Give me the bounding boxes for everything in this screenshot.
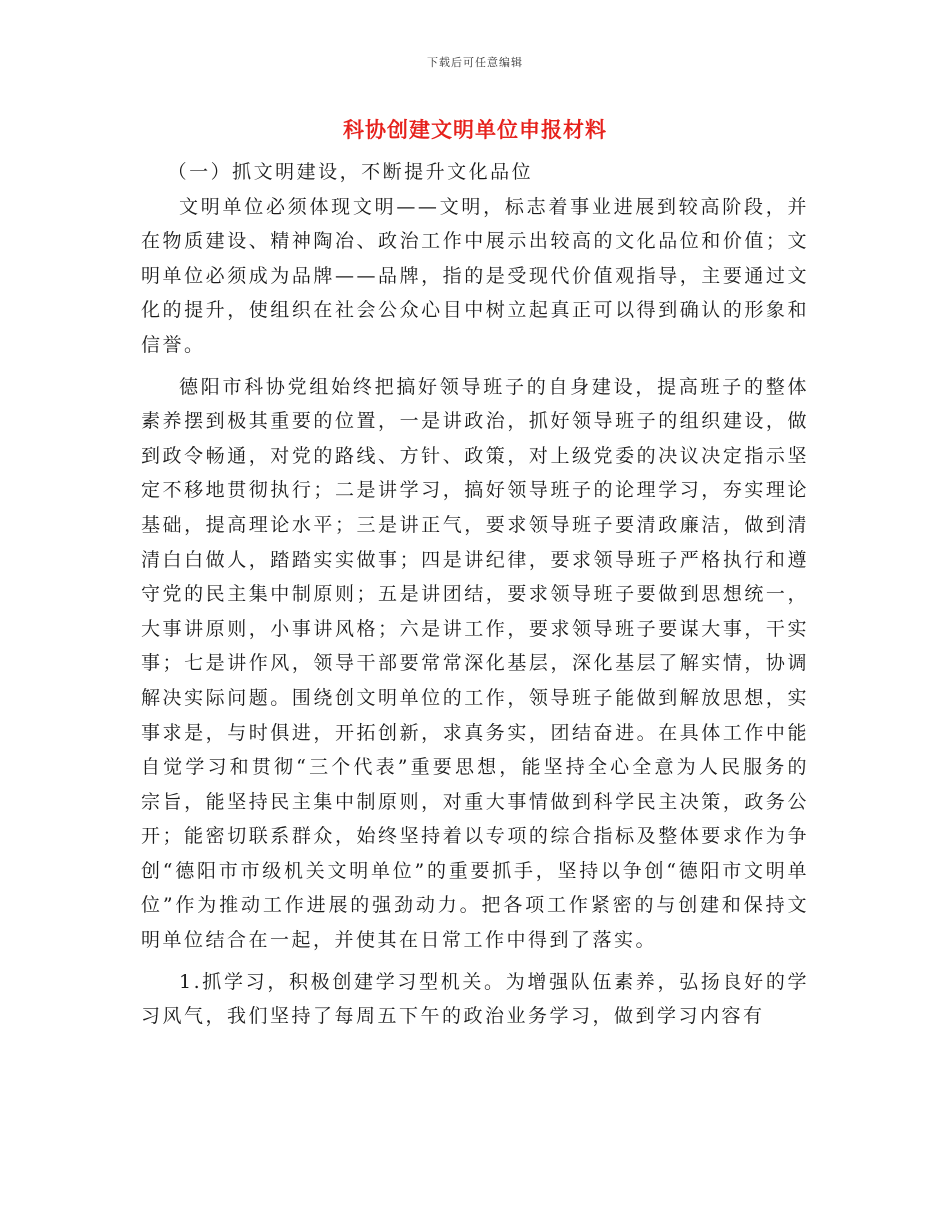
- document-title: 科协创建文明单位申报材料: [343, 117, 607, 142]
- download-note: 下载后可任意编辑: [427, 56, 523, 69]
- section-heading: （一）抓文明建设，不断提升文化品位: [167, 161, 534, 183]
- paragraph: 德阳市科协党组始终把搞好领导班子的自身建设，提高班子的整体素养摆到极其重要的位置，一是讲政治，抓好领导班子的组织建设，做到政令畅通，对党的路线、方针、政策，对上级党委的决议决定指示坚定不移地贯彻执行；二是讲学习，搞好领导班子的论理学习，夯实理论基础，提高理论水平；三是讲正气，要求领导班子要清政廉洁，做到清清白白做人，踏踏实实做事；四是讲纪律，要求领导班子严格执行和遵守党的民主集中制原则；五是讲团结，要求领导班子要做到思想统一，大事讲原则，小事讲风格；六是讲工作，要求领导班子要谋大事，干实事；七是讲作风，领导干部要常常深化基层，深化基层了解实情，协调解决实际问题。围绕创文明单位的工作，领导班子能做到解放思想，实事求是，与时俱进，开拓创新，求真务实，团结奋进。在具体工作中能自觉学习和贯彻“三个代表”重要思想，能坚持全心全意为人民服务的宗旨，能坚持民主集中制原则，对重大事情做到科学民主决策，政务公开；能密切联系群众，始终坚持着以专项的综合指标及整体要求作为争创“德阳市市级机关文明单位”的重要抓手，坚持以争创“德阳市文明单位”作为推动工作进展的强劲动力。把各项工作紧密的与创建和保持文明单位结合在一起，并使其在日常工作中得到了落实。: [141, 375, 809, 952]
- paragraph: 文明单位必须体现文明——文明，标志着事业进展到较高阶段，并在物质建设、精神陶冶、政治工作中展示出较高的文化品位和价值；文明单位必须成为品牌——品牌，指的是受现代价值观指导，主要通过文化的提升，使组织在社会公众心目中树立起真正可以得到确认的形象和信誉。: [141, 195, 809, 356]
- document-body: [141, 155, 809, 1034]
- paragraph: 1.抓学习，积极创建学习型机关。为增强队伍素养，弘扬良好的学习风气，我们坚持了每周五下午的政治业务学习，做到学习内容有: [141, 970, 809, 1028]
